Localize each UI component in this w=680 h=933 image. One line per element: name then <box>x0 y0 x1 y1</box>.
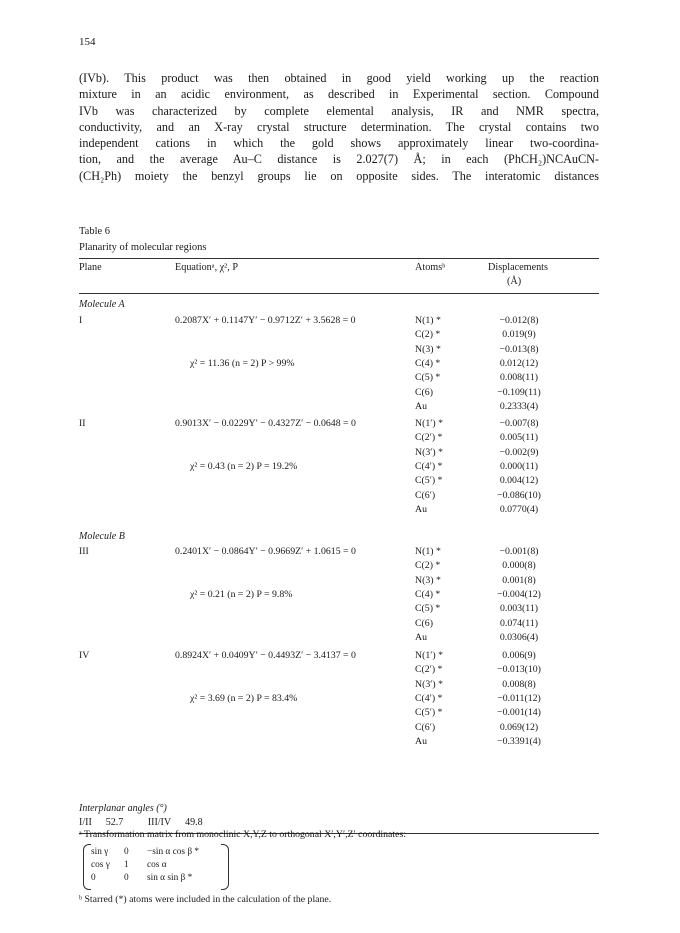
header-bottom-rule <box>79 293 599 294</box>
displacement-value: −0.002(9) <box>499 446 539 458</box>
molecule-b-label: Molecule B <box>79 531 125 542</box>
plane-chi-square: χ² = 0.21 (n = 2) P = 9.8% <box>190 588 293 600</box>
atom-label: N(1′) * <box>415 418 443 429</box>
atom-label: C(4′) * <box>415 692 443 704</box>
matrix-cell: cos α <box>147 860 167 870</box>
atom-label: N(1) * <box>415 546 441 557</box>
plane-label: III <box>79 546 89 557</box>
plane-equation: 0.8924X′ + 0.0409Y′ − 0.4493Z′ − 3.4137 = 0 <box>175 650 356 661</box>
matrix-cell: sin α sin β * <box>147 873 193 883</box>
displacement-value: 0.005(11) <box>499 432 538 444</box>
displacement-value: 0.0770(4) <box>499 503 539 515</box>
displacement-value: 0.004(12) <box>499 475 539 487</box>
header-displacements-unit: (Å) <box>507 276 522 287</box>
plane-chi-square: χ² = 0.43 (n = 2) P = 19.2% <box>190 460 298 472</box>
displacement-value: 0.006(9) <box>502 650 536 661</box>
atom-label: N(3′) * <box>415 678 443 690</box>
atom-label: C(2′) * <box>415 664 443 676</box>
table-title: Planarity of molecular regions <box>79 242 207 253</box>
displacement-value: −0.013(10) <box>497 664 541 676</box>
displacement-value: 0.019(9) <box>502 329 536 341</box>
transformation-matrix <box>83 844 229 888</box>
displacement-value: −0.011(12) <box>497 692 541 704</box>
matrix-right-bracket <box>221 844 229 890</box>
molecule-a-label: Molecule A <box>79 299 125 310</box>
body-line: conductivity, and an X-ray crystal structure determination. The crystal contains two <box>79 119 599 134</box>
displacement-value: 0.0306(4) <box>499 631 539 643</box>
atom-label: C(4) * <box>415 588 441 600</box>
matrix-cell: 0 <box>91 873 96 883</box>
atom-label: C(6) <box>415 617 433 629</box>
matrix-cell: sin γ <box>91 847 109 857</box>
atom-label: C(6′) <box>415 721 436 733</box>
displacement-value: −0.007(8) <box>499 418 539 429</box>
angle-value: 49.8 <box>185 817 203 828</box>
atom-label: C(2) * <box>415 560 441 572</box>
plane-equation: 0.2401X′ − 0.0864Y′ − 0.9669Z′ + 1.0615 = 0 <box>175 546 356 557</box>
atom-label: Au <box>415 735 427 747</box>
atom-label: N(3′) * <box>415 446 443 458</box>
header-atoms: Atomsᵇ <box>415 262 446 273</box>
angle-value: 52.7 <box>105 817 124 828</box>
displacement-value: −0.086(10) <box>497 489 541 501</box>
atom-label: N(1) * <box>415 315 441 326</box>
footnote-b: ᵇ Starred (*) atoms were included in the calculation of the plane. <box>79 894 332 905</box>
header-plane: Plane <box>79 262 102 273</box>
plane-label: IV <box>79 650 90 661</box>
body-line: (IVb). This product was then obtained in good yield working up the reaction <box>79 71 599 85</box>
displacement-value: 0.008(11) <box>499 372 538 384</box>
displacement-value: −0.012(8) <box>499 315 539 326</box>
displacement-value: 0.000(8) <box>502 560 536 572</box>
displacement-value: −0.001(8) <box>499 546 539 557</box>
atom-label: N(3) * <box>415 574 441 586</box>
matrix-cell: 0 <box>124 873 129 883</box>
atom-label: C(5) * <box>415 372 441 384</box>
atom-label: Au <box>415 631 427 643</box>
body-line: tion, and the average Au–C distance is 2.027(7) Å; in each (PhCH₂)NCAuCN- <box>79 152 599 167</box>
table-top-rule <box>79 258 599 259</box>
plane-equation: 0.2087X′ + 0.1147Y′ − 0.9712Z′ + 3.5628 = 0 <box>175 315 356 326</box>
displacement-value: 0.003(11) <box>499 603 538 615</box>
atom-label: C(2′) * <box>415 432 443 444</box>
displacement-value: 0.2333(4) <box>499 400 539 412</box>
page-number: 154 <box>79 36 96 48</box>
atom-label: Au <box>415 400 427 412</box>
atom-label: Au <box>415 503 427 515</box>
body-line: independent cations in which the gold shows approximately linear two-coordina- <box>79 136 599 151</box>
atom-label: C(5′) * <box>415 707 443 719</box>
displacement-value: 0.008(8) <box>502 678 536 690</box>
matrix-cell: cos γ <box>91 860 110 870</box>
displacement-value: −0.109(11) <box>497 386 541 398</box>
angle-pair: I/II <box>79 817 92 828</box>
atom-label: C(6) <box>415 386 433 398</box>
plane-label: I <box>79 315 83 326</box>
plane-label: II <box>79 418 86 429</box>
atom-label: C(5) * <box>415 603 441 615</box>
body-line: IVb was characterized by complete elemental analysis, IR and NMR spectra, <box>79 103 599 118</box>
atom-label: C(5′) * <box>415 475 443 487</box>
plane-equation: 0.9013X′ − 0.0229Y′ − 0.4327Z′ − 0.0648 = 0 <box>175 418 356 429</box>
interplanar-angles-title: Interplanar angles (°) <box>79 803 167 814</box>
header-displacements: Displacements <box>488 262 548 273</box>
plane-chi-square: χ² = 11.36 (n = 2) P > 99% <box>190 357 295 369</box>
displacement-value: 0.000(11) <box>499 460 538 472</box>
plane-chi-square: χ² = 3.69 (n = 2) P = 83.4% <box>190 692 298 704</box>
atom-label: N(3) * <box>415 343 441 355</box>
displacement-value: 0.001(8) <box>502 574 536 586</box>
body-line: mixture in an acidic environment, as described in Experimental section. Compound <box>79 87 599 102</box>
displacement-value: −0.013(8) <box>499 343 539 355</box>
atom-label: N(1′) * <box>415 650 443 661</box>
displacement-value: 0.012(12) <box>499 357 539 369</box>
atom-label: C(4) * <box>415 357 441 369</box>
interplanar-angles-row <box>79 817 217 828</box>
displacement-value: 0.074(11) <box>499 617 538 629</box>
body-paragraph <box>79 70 599 184</box>
header-equation: Equationᵃ, χ², P <box>175 262 238 273</box>
atom-label: C(6′) <box>415 489 436 501</box>
displacement-value: 0.069(12) <box>499 721 539 733</box>
footnote-a: ᵃ Transformation matrix from monoclinic X,Y,Z to orthogonal X′,Y′,Z′ coordinates: <box>79 829 407 840</box>
displacement-value: −0.001(14) <box>497 707 541 719</box>
displacement-value: −0.3391(4) <box>497 735 541 747</box>
table-number: Table 6 <box>79 226 111 237</box>
atom-label: C(4′) * <box>415 460 443 472</box>
displacement-value: −0.004(12) <box>497 588 541 600</box>
matrix-cell: 0 <box>124 847 129 857</box>
body-line: (CH₂Ph) moiety the benzyl groups lie on opposite sides. The interatomic distances <box>79 168 599 183</box>
matrix-left-bracket <box>83 844 91 890</box>
angle-pair: III/IV <box>147 817 172 828</box>
matrix-cell: 1 <box>124 860 129 870</box>
matrix-cell: −sin α cos β * <box>147 847 200 857</box>
atom-label: C(2) * <box>415 329 441 341</box>
